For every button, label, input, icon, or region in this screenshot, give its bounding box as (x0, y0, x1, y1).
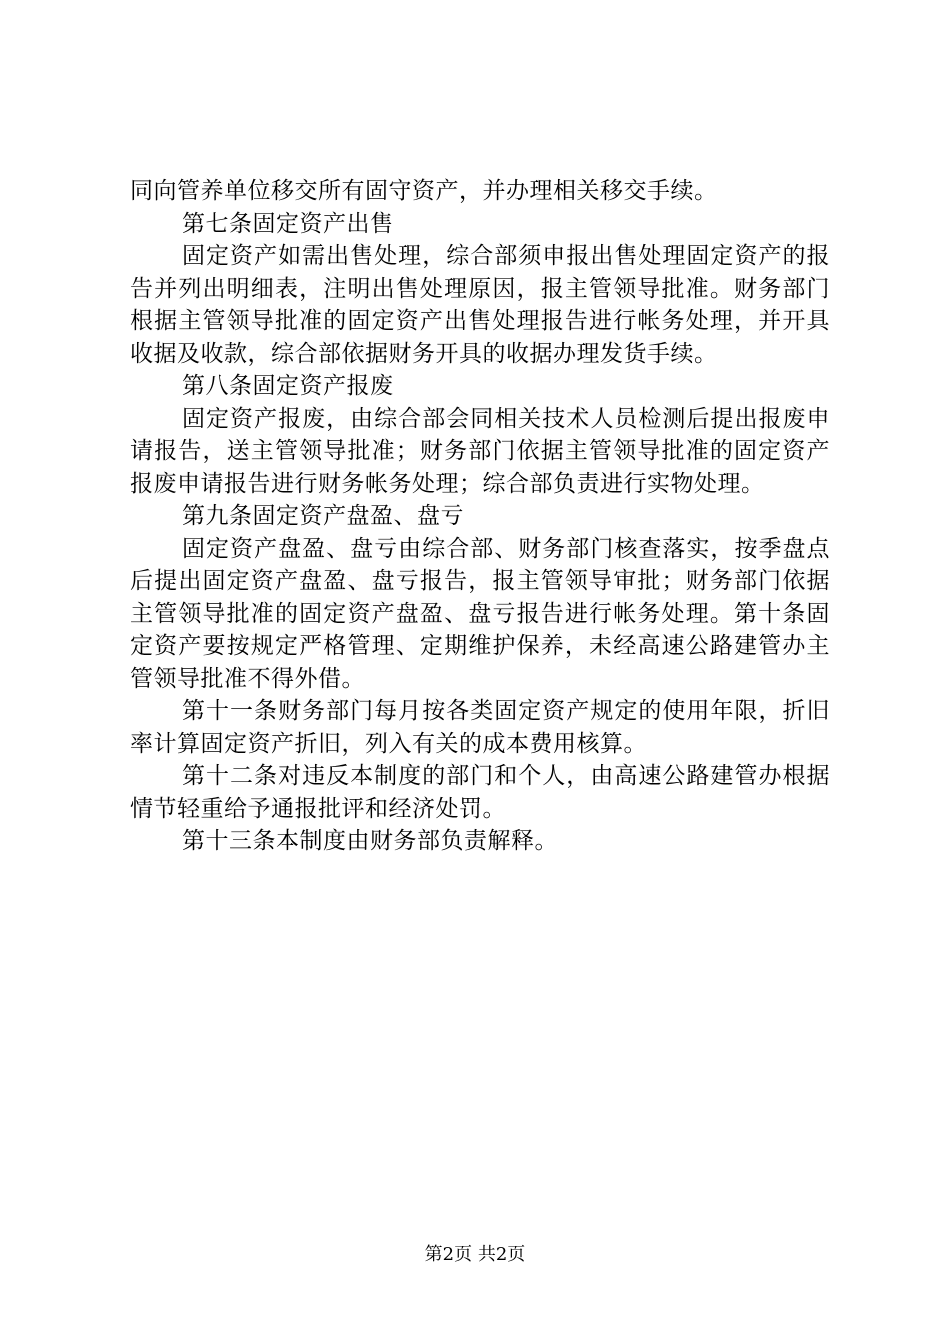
article-7-body: 固定资产如需出售处理，综合部须申报出售处理固定资产的报告并列出明细表，注明出售处理原因，报主管领导批准。财务部门根据主管领导批准的固定资产出售处理报告进行帐务处理，并开具收据及收款，综合部依据财务开具的收据办理发货手续。 (130, 243, 830, 367)
article-8-heading: 第八条固定资产报废 (182, 373, 394, 399)
article-9-heading: 第九条固定资产盘盈、盘亏 (182, 503, 464, 529)
page-number: 第2页 共2页 (424, 1244, 526, 1265)
article-13: 第十三条本制度由财务部负责解释。 (182, 828, 558, 854)
article-9-body: 固定资产盘盈、盘亏由综合部、财务部门核查落实，按季盘点后提出固定资产盘盈、盘亏报告，报主管领导审批；财务部门依据主管领导批准的固定资产盘盈、盘亏报告进行帐务处理。第十条固定资产要按规定严格管理、定期维护保养，未经高速公路建管办主管领导批准不得外借。 (130, 535, 830, 692)
article-7-heading: 第七条固定资产出售 (182, 210, 394, 237)
article-8-body: 固定资产报废，由综合部会同相关技术人员检测后提出报废申请报告，送主管领导批准；财务部门依据主管领导批准的固定资产报废申请报告进行财务帐务处理；综合部负责进行实物处理。 (130, 405, 830, 497)
article-12: 第十二条对违反本制度的部门和个人，由高速公路建管办根据情节轻重给予通报批评和经济处罚。 (130, 763, 830, 822)
paragraph-1: 同向管养单位移交所有固守资产，并办理相关移交手续。 (130, 178, 718, 204)
document-body (130, 175, 830, 858)
page-footer (0, 1240, 950, 1266)
article-11: 第十一条财务部门每月按各类固定资产规定的使用年限，折旧率计算固定资产折旧，列入有关的成本费用核算。 (130, 698, 830, 757)
